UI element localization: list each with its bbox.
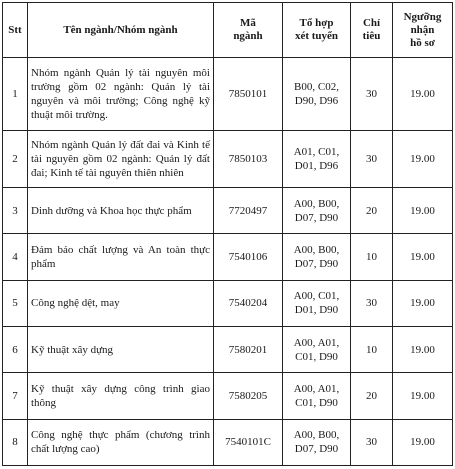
cell-combo xyxy=(283,373,351,419)
header-combo xyxy=(283,3,351,58)
table-row xyxy=(3,280,453,326)
cell-combo xyxy=(283,419,351,465)
header-code xyxy=(214,3,283,58)
cell-quota: 20 xyxy=(351,373,393,419)
cell-score: 19.00 xyxy=(393,58,453,131)
cell-quota: 10 xyxy=(351,326,393,372)
cell-combo-line2: D07, D90 xyxy=(294,443,339,456)
cell-score: 19.00 xyxy=(393,326,453,372)
cell-combo xyxy=(283,280,351,326)
cell-score: 19.00 xyxy=(393,280,453,326)
cell-combo-line1: A00, C01, xyxy=(293,290,340,303)
header-score-line2: nhận xyxy=(410,23,435,36)
cell-quota: 20 xyxy=(351,187,393,233)
cell-name: Nhóm ngành Quản lý tài nguyên môi trường gồm 02 ngành: Quản lý tài nguyên và môi trường; Công nghệ kỹ thuật môi trường. xyxy=(28,58,214,131)
table-row xyxy=(3,187,453,233)
cell-quota: 10 xyxy=(351,234,393,280)
cell-code: 7580205 xyxy=(214,373,283,419)
cell-combo xyxy=(283,130,351,187)
table-row xyxy=(3,234,453,280)
cell-combo-line2: D01, D96 xyxy=(294,159,339,172)
header-quota xyxy=(351,3,393,58)
cell-combo xyxy=(283,326,351,372)
cell-combo-line2: D01, D90 xyxy=(294,304,339,317)
cell-score: 19.00 xyxy=(393,419,453,465)
cell-stt: 7 xyxy=(3,373,28,419)
cell-quota: 30 xyxy=(351,58,393,131)
cell-combo-line2: D90, D96 xyxy=(294,94,339,107)
admissions-table xyxy=(2,2,453,466)
table-row xyxy=(3,326,453,372)
cell-name: Đảm bảo chất lượng và An toàn thực phẩm xyxy=(28,234,214,280)
cell-combo-line2: D07, D90 xyxy=(294,257,339,270)
header-score xyxy=(393,3,453,58)
cell-code: 7580201 xyxy=(214,326,283,372)
cell-stt: 5 xyxy=(3,280,28,326)
header-stt xyxy=(3,3,28,58)
header-combo-line2: xét tuyển xyxy=(294,30,339,42)
cell-name: Công nghệ dệt, may xyxy=(28,280,214,326)
header-name-text: Tên ngành/Nhóm ngành xyxy=(63,23,178,36)
cell-code: 7540106 xyxy=(214,234,283,280)
cell-combo-line1: A00, A01, xyxy=(293,336,340,349)
cell-code: 7540101C xyxy=(214,419,283,465)
cell-name: Nhóm ngành Quản lý đất đai và Kinh tế tài nguyên gồm 02 ngành: Quản lý đất đai; Kinh tế tài nguyên thiên nhiên xyxy=(28,130,214,187)
cell-combo-line1: A00, B00, xyxy=(293,197,340,210)
cell-quota: 30 xyxy=(351,130,393,187)
table-row xyxy=(3,130,453,187)
cell-combo xyxy=(283,58,351,131)
cell-score: 19.00 xyxy=(393,234,453,280)
cell-combo-line1: A00, B00, xyxy=(293,243,340,256)
cell-stt: 6 xyxy=(3,326,28,372)
cell-stt: 3 xyxy=(3,187,28,233)
table-header-row xyxy=(3,3,453,58)
header-score-line3: hồ sơ xyxy=(410,36,435,49)
header-score-line1: Ngưỡng xyxy=(403,10,442,23)
cell-code: 7540204 xyxy=(214,280,283,326)
table-row xyxy=(3,373,453,419)
cell-combo-line2: C01, D90 xyxy=(295,396,338,409)
header-stt-text: Stt xyxy=(8,23,22,36)
cell-combo xyxy=(283,234,351,280)
header-combo-line1: Tổ hợp xyxy=(299,17,334,29)
table-row xyxy=(3,58,453,131)
header-code-line2: ngành xyxy=(233,30,263,42)
cell-score: 19.00 xyxy=(393,130,453,187)
cell-code: 7720497 xyxy=(214,187,283,233)
cell-stt: 4 xyxy=(3,234,28,280)
cell-combo-line2: C01, D90 xyxy=(295,350,338,363)
cell-name: Dinh dưỡng và Khoa học thực phẩm xyxy=(28,187,214,233)
cell-stt: 8 xyxy=(3,419,28,465)
header-quota-line2: tiêu xyxy=(362,30,381,42)
cell-name: Kỹ thuật xây dựng xyxy=(28,326,214,372)
header-code-line1: Mã xyxy=(240,17,256,29)
cell-code: 7850101 xyxy=(214,58,283,131)
cell-name: Công nghệ thực phẩm (chương trình chất lượng cao) xyxy=(28,419,214,465)
cell-name: Kỹ thuật xây dựng công trình giao thông xyxy=(28,373,214,419)
header-quota-line1: Chỉ xyxy=(362,17,381,29)
cell-score: 19.00 xyxy=(393,373,453,419)
cell-combo-line2: D07, D90 xyxy=(294,211,339,224)
cell-score: 19.00 xyxy=(393,187,453,233)
cell-combo-line1: B00, C02, xyxy=(294,80,339,93)
cell-quota: 30 xyxy=(351,419,393,465)
cell-quota: 30 xyxy=(351,280,393,326)
cell-stt: 1 xyxy=(3,58,28,131)
cell-code: 7850103 xyxy=(214,130,283,187)
header-name xyxy=(28,3,214,58)
cell-stt: 2 xyxy=(3,130,28,187)
cell-combo xyxy=(283,187,351,233)
cell-combo-line1: A00, A01, xyxy=(293,382,340,395)
table-row xyxy=(3,419,453,465)
cell-combo-line1: A01, C01, xyxy=(293,145,340,158)
cell-combo-line1: A00, B00, xyxy=(293,429,340,442)
